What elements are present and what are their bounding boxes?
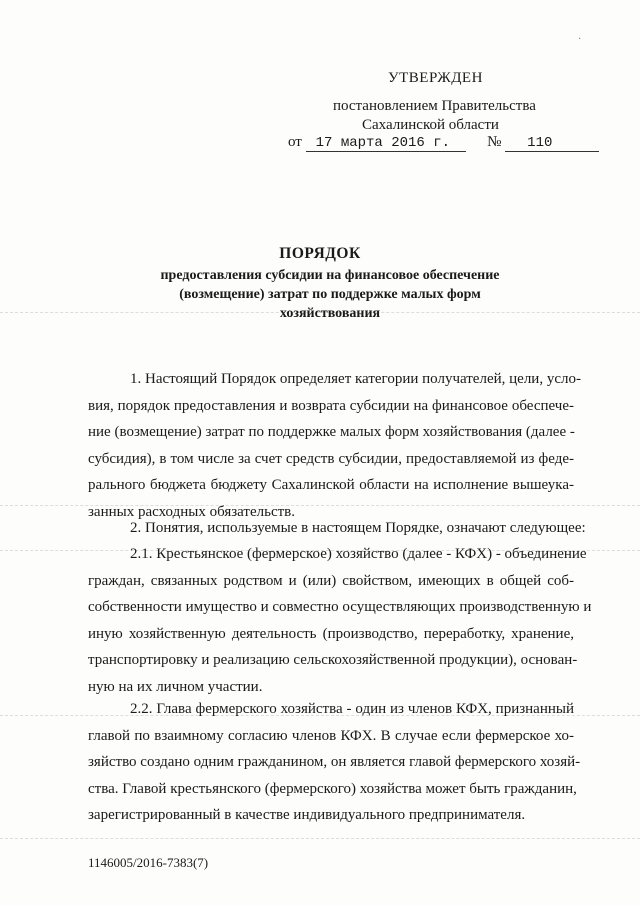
- text-line: 2.2. Глава фермерского хозяйства - один из членов КФХ, признанный: [130, 701, 574, 717]
- number-prefix: №: [487, 134, 502, 150]
- text-line: зарегистрированный в качестве индивидуального предпринимателя.: [88, 807, 526, 823]
- scan-speck: ·: [578, 34, 582, 45]
- text-line: ную на их личном участии.: [88, 678, 263, 695]
- approval-stamp-title: УТВЕРЖДЕН: [388, 70, 483, 86]
- date-number-line: [288, 134, 599, 152]
- text-line: иную хозяйственную деятельность (производство, переработку, хранение,: [88, 625, 574, 642]
- text-line: 2. Понятия, используемые в настоящем Порядке, означают следующее:: [130, 520, 586, 536]
- number-field: [505, 134, 599, 152]
- text-line: граждан, связанных родством и (или) свойством, имеющих в общей соб-: [88, 572, 574, 589]
- text-line: транспортировку и реализацию сельскохозяйственной продукции), основан-: [88, 652, 578, 668]
- region-line: Сахалинской области: [362, 117, 499, 133]
- paragraph-2-1: [88, 541, 592, 700]
- document-subtitle: предоставления субсидии на финансовое обеспечение (возмещение) затрат по поддержке малых форм хозяйствования: [160, 268, 500, 321]
- text-line: субсидия), в том числе за счет средств субсидии, предоставляемой из феде-: [88, 450, 574, 467]
- text-line: ства. Главой крестьянского (фермерского) хозяйства может быть гражданин,: [88, 780, 577, 797]
- text-line: рального бюджета бюджету Сахалинской области на исполнение вышеука-: [88, 477, 574, 493]
- scan-artifact-line: [0, 838, 640, 839]
- paragraph-2-2: [88, 696, 581, 829]
- date-field: [306, 134, 466, 152]
- paragraph-1: [88, 366, 581, 525]
- decree-line: постановлением Правительства: [333, 98, 536, 114]
- text-line: вия, порядок предоставления и возврата субсидии на финансовое обеспече-: [88, 397, 574, 414]
- number-value: 110: [527, 135, 553, 151]
- text-line: 1. Настоящий Порядок определяет категории получателей, цели, усло-: [130, 371, 581, 387]
- date-prefix: от: [288, 134, 302, 150]
- paragraph-2: [88, 515, 586, 542]
- document-title: ПОРЯДОК: [279, 245, 361, 262]
- text-line: собственности имущество и совместно осуществляющих производственную и: [88, 599, 592, 615]
- text-line: 2.1. Крестьянское (фермерское) хозяйство (далее - КФХ) - объединение: [130, 546, 587, 562]
- document-footer-code: 1146005/2016-7383(7): [88, 855, 209, 870]
- text-line: занных расходных обязательств.: [88, 503, 296, 520]
- text-line: главой по взаимному согласию членов КФХ. В случае если фермерское хо-: [88, 727, 574, 744]
- text-line: ние (возмещение) затрат по поддержке малых форм хозяйствования (далее -: [88, 424, 575, 440]
- text-line: зяйство создано одним гражданином, он является главой фермерского хозяй-: [88, 754, 581, 770]
- date-value: 17 марта 2016 г.: [315, 135, 451, 151]
